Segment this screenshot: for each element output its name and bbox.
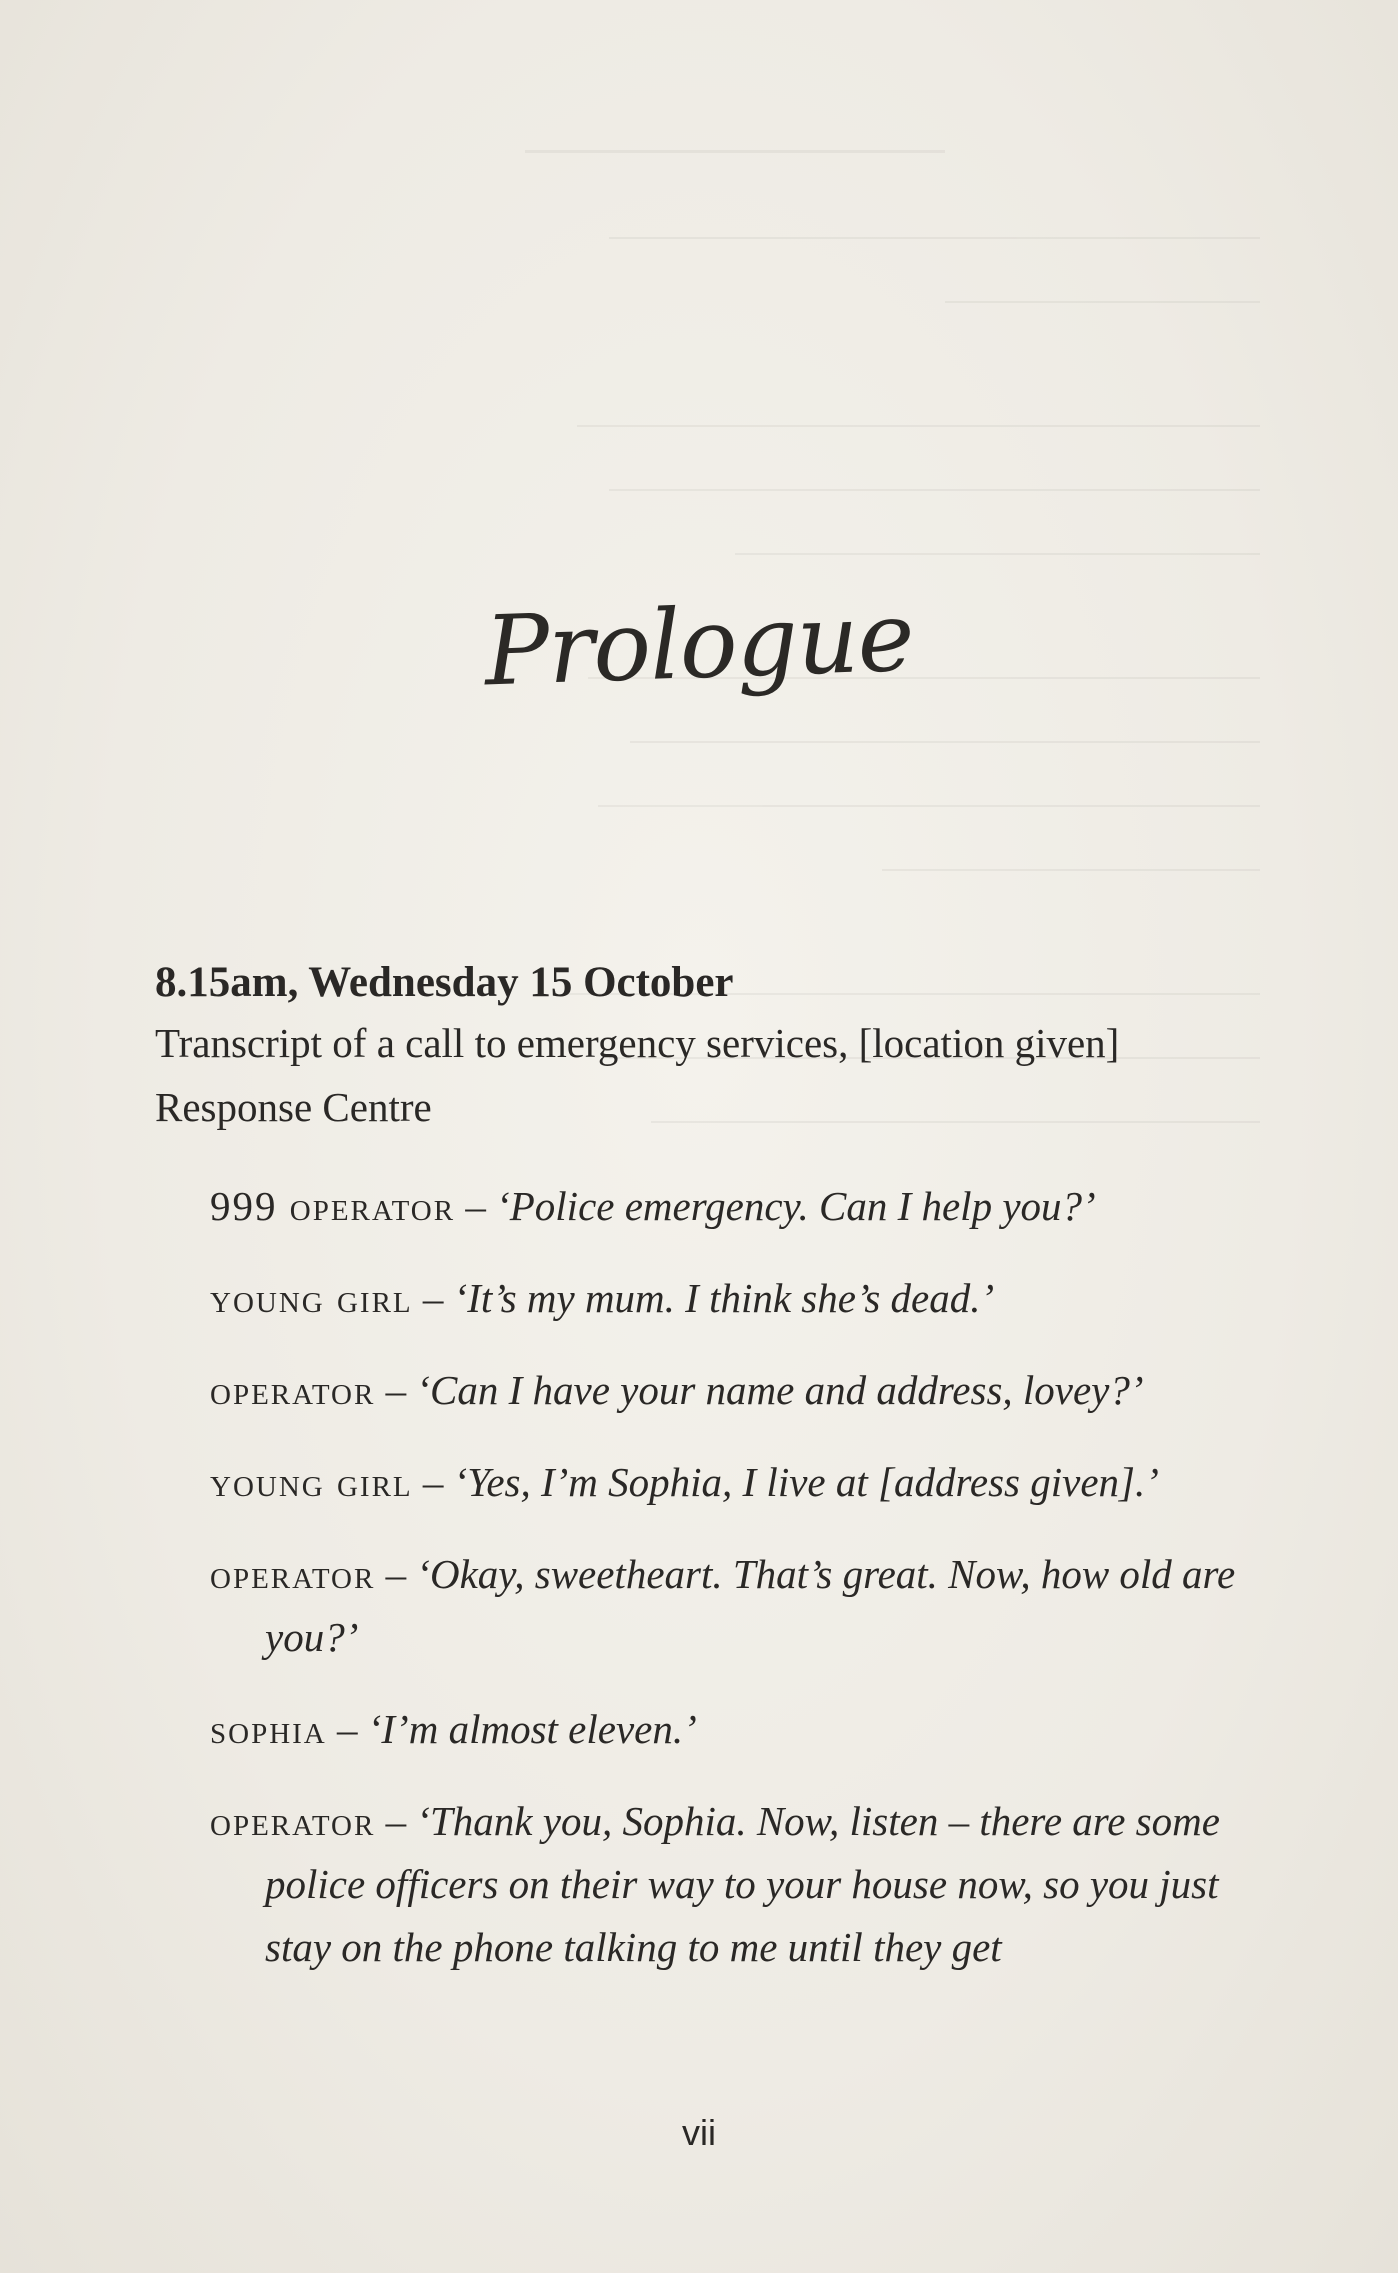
dash-separator: –	[326, 1706, 368, 1752]
dash-separator: –	[412, 1459, 454, 1505]
section-subheading: Transcript of a call to emergency services, [location given] Response Centre	[155, 1020, 1120, 1130]
dash-separator: –	[412, 1275, 454, 1321]
chapter-title: Prologue	[482, 580, 916, 708]
transcript-line	[210, 1790, 1270, 1979]
speaker-label: operator	[210, 1367, 376, 1413]
speech-text: ‘Can I have your name and address, lovey?’	[416, 1367, 1144, 1413]
transcript-line	[210, 1175, 1270, 1238]
dash-separator: –	[375, 1798, 417, 1844]
page-number: vii	[682, 2112, 716, 2153]
speech-text: ‘Okay, sweetheart. That’s great. Now, how old are you?’	[265, 1551, 1236, 1660]
speech-text: ‘Yes, I’m Sophia, I live at [address given].’	[453, 1459, 1159, 1505]
transcript-line	[210, 1359, 1270, 1422]
section-heading: 8.15am, Wednesday 15 October	[155, 959, 734, 1006]
dash-separator: –	[375, 1551, 417, 1597]
speech-text: ‘Police emergency. Can I help you?’	[496, 1183, 1096, 1229]
call-transcript	[210, 1175, 1270, 1979]
dash-separator: –	[455, 1183, 497, 1229]
transcript-line	[210, 1267, 1270, 1330]
speech-text: ‘I’m almost eleven.’	[367, 1706, 697, 1752]
chapter-body	[155, 955, 1265, 2008]
speech-text: ‘It’s my mum. I think she’s dead.’	[453, 1275, 995, 1321]
speaker-label: 999 operator	[210, 1183, 456, 1229]
speech-text: ‘Thank you, Sophia. Now, listen – there are some police officers on their way to your house now, so you just stay on the phone talking to me until they get	[265, 1798, 1220, 1970]
speaker-label: young girl	[210, 1275, 413, 1321]
speaker-label: operator	[210, 1551, 376, 1597]
transcript-line	[210, 1543, 1270, 1669]
transcript-line	[210, 1451, 1270, 1514]
speaker-label: young girl	[210, 1459, 413, 1505]
speaker-label: operator	[210, 1798, 376, 1844]
speaker-label: sophia	[210, 1706, 327, 1752]
transcript-line	[210, 1698, 1270, 1761]
dash-separator: –	[375, 1367, 417, 1413]
